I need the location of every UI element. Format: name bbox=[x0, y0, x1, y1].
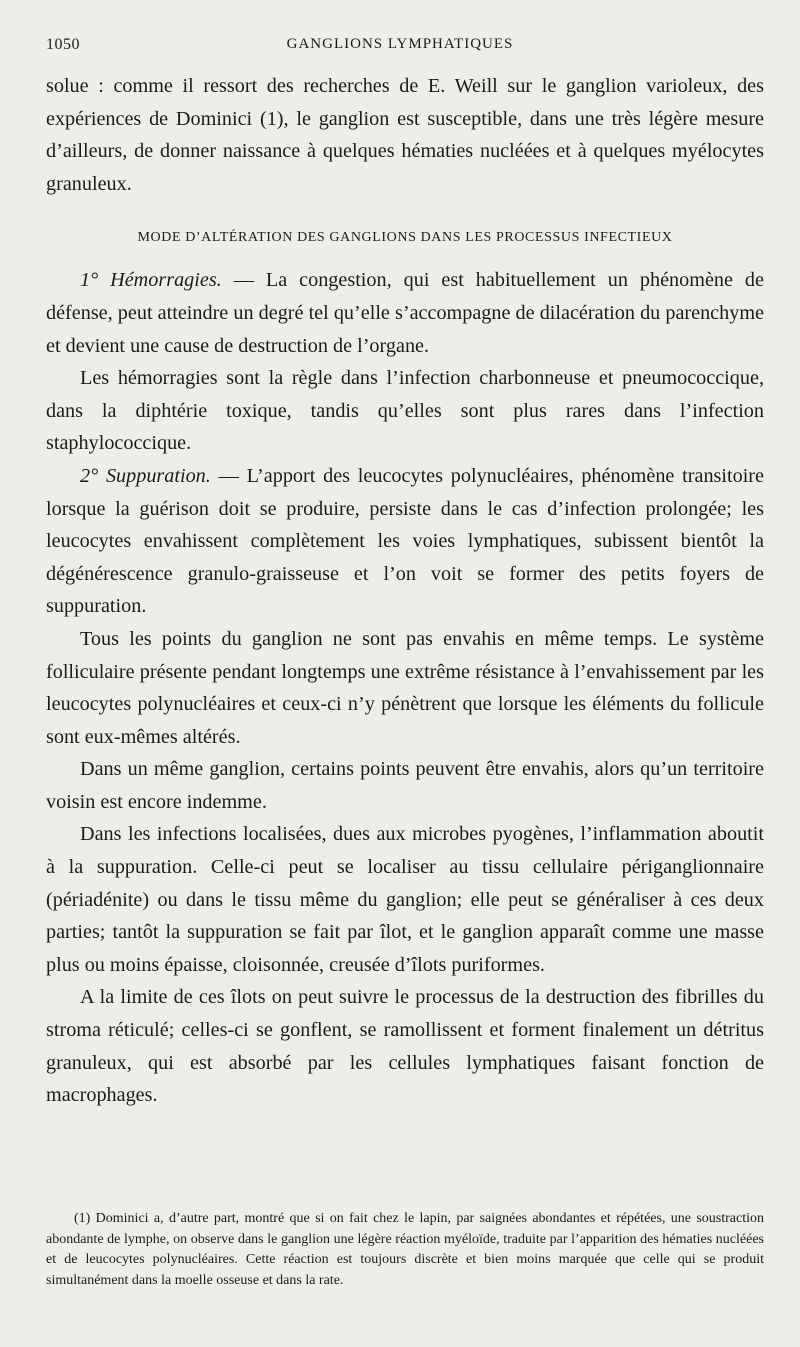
section-heading-text: MODE D’ALTÉRATION DES GANGLIONS DANS LES PROCESSUS INFECTIEUX bbox=[137, 230, 673, 246]
section-heading bbox=[46, 226, 764, 250]
paragraph-hemorrhages bbox=[46, 264, 764, 362]
subsection-label-hemorrhages: 1° Hémorragies. bbox=[80, 269, 222, 292]
page-header bbox=[46, 36, 754, 60]
paragraph: Tous les points du ganglion ne sont pas envahis en même temps. Le système folliculaire présente pendant longtemps une extrême résistance à l’envahissement par les leucocytes polynucléaires et ceux-ci n’y pénètrent que lorsque les éléments du follicule sont eux-mêmes altérés. bbox=[46, 627, 764, 748]
footnote: (1) Dominici a, d’autre part, montré que si on fait chez le lapin, par saignées abondantes et répétées, une soustraction abondante de lymphe, on observe dans le ganglion une légère réaction myéloïde, traduite par l’apparition des hématies nucléées et de leucocytes polynucléaires. Cette réaction est toujours discrète et bien moins marquée que celle qui se produit simultanément dans la moelle osseuse et dans la rate. bbox=[46, 1211, 764, 1288]
paragraph-suppuration-text: — L’apport des leucocytes polynucléaires, phénomène transitoire lorsque la guérison doit se produire, persiste dans le cas d’infection prolongée; les leucocytes envahissent complètement les voies lymphatiques, subissent bientôt la dégénérescence granulo-graisseuse et l’on voit se former des petits foyers de suppuration. bbox=[46, 464, 764, 618]
paragraph: A la limite de ces îlots on peut suivre le processus de la destruction des fibrilles du stroma réticulé; celles-ci se gonflent, se ramollissent et forment finalement un détritus granuleux, qui est absorbé par les cellules lymphatiques faisant fonction de macrophages. bbox=[46, 986, 764, 1107]
paragraph: Les hémorragies sont la règle dans l’infection charbonneuse et pneumococcique, dans la diphtérie toxique, tandis qu’elles sont plus rares dans l’infection staphylococcique. bbox=[46, 367, 764, 455]
page-number: 1050 bbox=[46, 36, 80, 53]
paragraph-hemorrhages-text: — La congestion, qui est habituellement un phénomène de défense, peut atteindre un degré tel qu’elle s’accompagne de dilacération du parenchyme et devient une cause de destruction de l’organe. bbox=[46, 269, 764, 357]
paragraph-continuation: solue : comme il ressort des recherches de E. Weill sur le ganglion varioleux, des expériences de Dominici (1), le ganglion est susceptible, dans une très légère mesure d’ailleurs, de donner naissance à quelques hématies nucléées et à quelques myélocytes granuleux. bbox=[46, 75, 764, 195]
paragraph-suppuration bbox=[46, 460, 764, 623]
paragraph: Dans les infections localisées, dues aux microbes pyogènes, l’inflammation aboutit à la suppuration. Celle-ci peut se localiser au tissu cellulaire périganglionnaire (périadénite) ou dans le tissu même du ganglion; elle peut se généraliser à ces deux parties; tantôt la suppuration se fait par îlot, et le ganglion apparaît comme une masse plus ou moins épaisse, cloisonnée, creusée d’îlots puriformes. bbox=[46, 823, 764, 976]
paragraph: Dans un même ganglion, certains points peuvent être envahis, alors qu’un territoire voisin est encore indemme. bbox=[46, 758, 764, 813]
page-body bbox=[46, 70, 764, 1112]
subsection-label-suppuration: 2° Suppuration. bbox=[80, 464, 211, 487]
running-title: GANGLIONS LYMPHATIQUES bbox=[286, 36, 514, 52]
footnotes bbox=[46, 1209, 764, 1291]
